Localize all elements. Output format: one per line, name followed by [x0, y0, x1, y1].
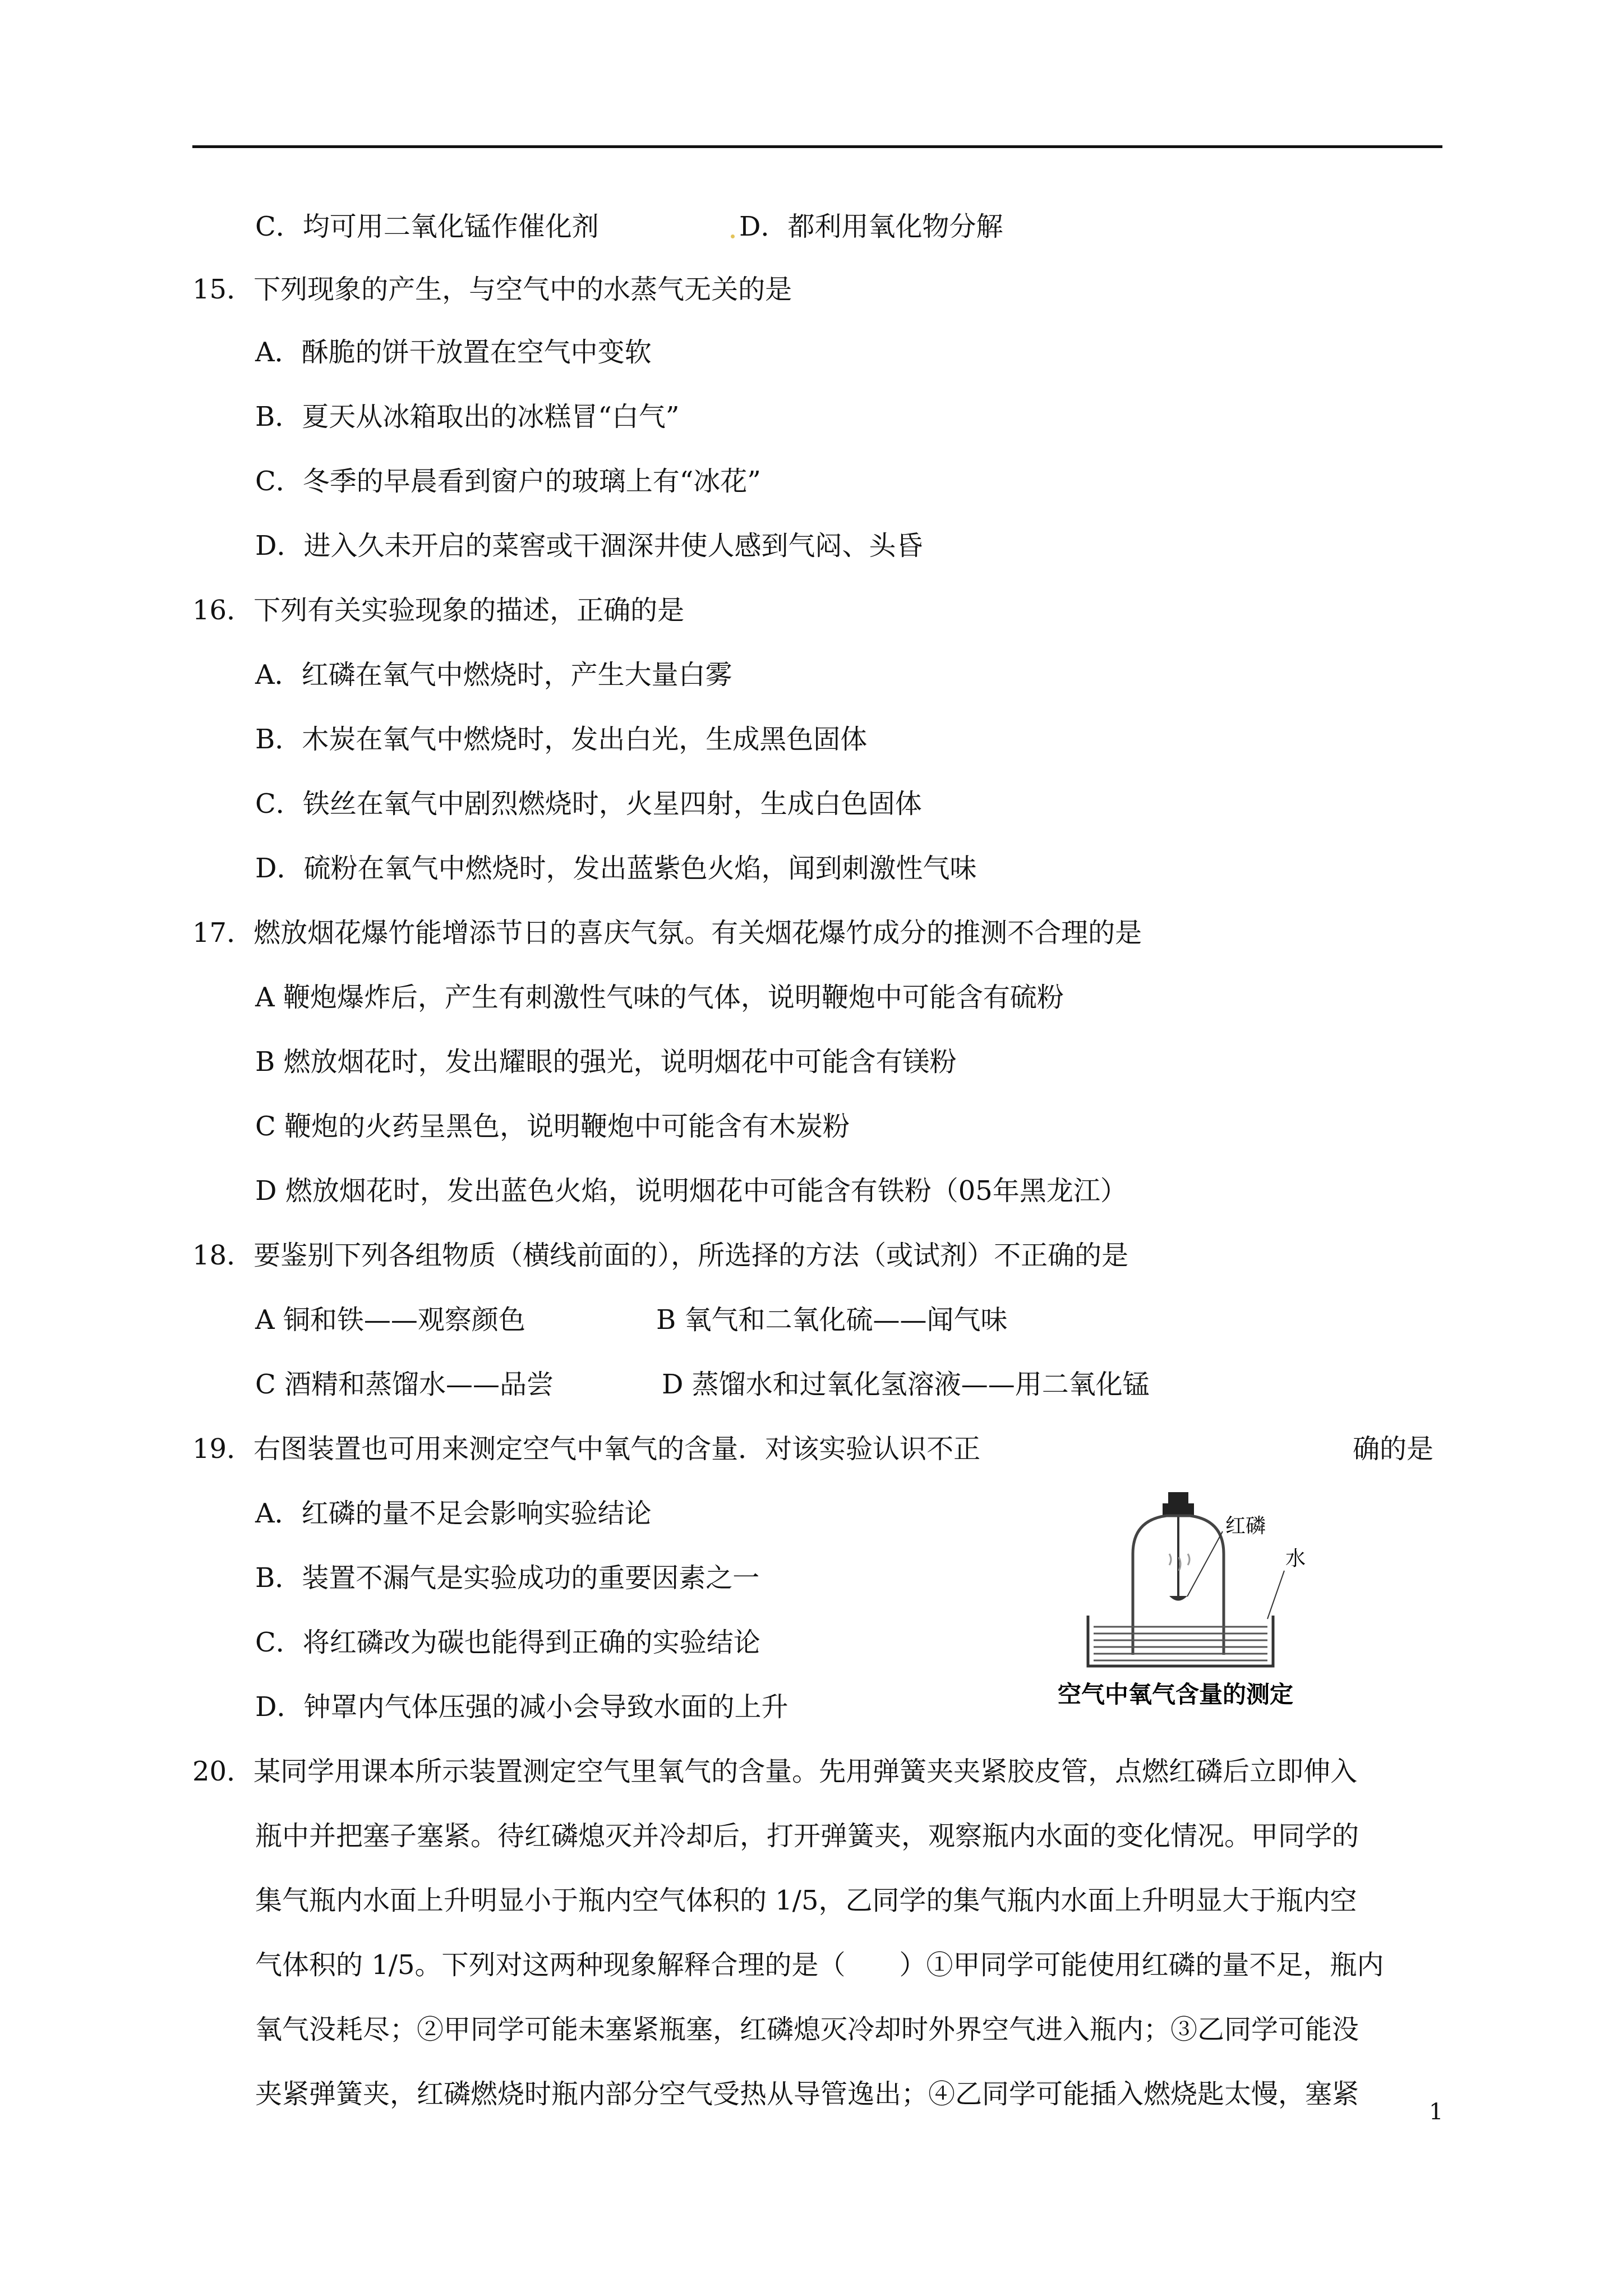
- q16-option-c: C．铁丝在氧气中剧烈燃烧时，火星四射，生成白色固体: [255, 788, 922, 820]
- q14-option-c: C．均可用二氧化锰作催化剂: [255, 211, 599, 242]
- q18-option-b: B 氧气和二氧化硫——闻气味: [656, 1304, 1008, 1336]
- q16-option-d: D．硫粉在氧气中燃烧时，发出蓝紫色火焰，闻到刺激性气味: [255, 853, 977, 884]
- water-lines: [1094, 1627, 1267, 1660]
- q15-option-a: A．酥脆的饼干放置在空气中变软: [255, 337, 652, 368]
- q19-option-b: B．装置不漏气是实验成功的重要因素之一: [255, 1562, 760, 1594]
- q19-option-d: D．钟罩内气体压强的减小会导致水面的上升: [255, 1691, 789, 1723]
- label-water: 水: [1285, 1547, 1306, 1570]
- oxygen-measurement-figure: [1054, 1487, 1335, 1711]
- q20-stem-line-4: 气体积的 1/5。下列对这两种现象解释合理的是（ ）①甲同学可能使用红磷的量不足，瓶内: [255, 1949, 1384, 1981]
- label-phosphorus: 红磷: [1225, 1515, 1266, 1538]
- header-rule: [192, 145, 1442, 148]
- figure-caption: 空气中氧气含量的测定: [1058, 1681, 1294, 1708]
- q15-option-d: D．进入久未开启的菜窖或干涸深井使人感到气闷、头昏: [255, 530, 923, 562]
- q20-stem-line-3: 集气瓶内水面上升明显小于瓶内空气体积的 1/5，乙同学的集气瓶内水面上升明显大于瓶内空: [255, 1885, 1357, 1916]
- q17-option-a: A 鞭炮爆炸后，产生有刺激性气味的气体，说明鞭炮中可能含有硫粉: [255, 982, 1064, 1013]
- page-number: 1: [1429, 2099, 1444, 2125]
- stopper: [1163, 1503, 1194, 1516]
- q15-option-b: B．夏天从冰箱取出的冰糕冒“白气”: [255, 401, 680, 432]
- q18-option-a: A 铜和铁——观察颜色: [255, 1304, 525, 1336]
- q19-stem-end: 确的是: [1353, 1433, 1434, 1465]
- stopper-top: [1168, 1492, 1188, 1504]
- q19-option-c: C．将红磷改为碳也能得到正确的实验结论: [255, 1627, 760, 1658]
- q18-stem: 18．要鉴别下列各组物质（横线前面的），所选择的方法（或试剂）不正确的是: [192, 1240, 1129, 1271]
- label-pointer-water: [1267, 1571, 1284, 1619]
- label-pointer-phosphorus: [1187, 1531, 1223, 1596]
- q16-option-b: B．木炭在氧气中燃烧时，发出白光，生成黑色固体: [255, 724, 868, 755]
- q20-stem-line-6: 夹紧弹簧夹，红磷燃烧时瓶内部分空气受热从导管逸出；④乙同学可能插入燃烧匙太慢，塞紧: [255, 2078, 1359, 2110]
- stray-dot: [731, 234, 735, 238]
- q17-stem: 17．燃放烟花爆竹能增添节日的喜庆气氛。有关烟花爆竹成分的推测不合理的是: [192, 917, 1142, 949]
- q20-stem-line-2: 瓶中并把塞子塞紧。待红磷熄灭并冷却后，打开弹簧夹，观察瓶内水面的变化情况。甲同学的: [255, 1820, 1359, 1852]
- q16-stem: 16．下列有关实验现象的描述，正确的是: [192, 595, 685, 626]
- q20-stem-line-1: 20．某同学用课本所示装置测定空气里氧气的含量。先用弹簧夹夹紧胶皮管，点燃红磷后立即伸入: [192, 1756, 1358, 1787]
- q18-option-c: C 酒精和蒸馏水——品尝: [255, 1369, 554, 1400]
- q17-option-b: B 燃放烟花时，发出耀眼的强光，说明烟花中可能含有镁粉: [255, 1046, 957, 1078]
- q14-option-d: D．都利用氧化物分解: [739, 211, 1003, 242]
- q15-option-c: C．冬季的早晨看到窗户的玻璃上有“冰花”: [255, 466, 761, 497]
- q16-option-a: A．红磷在氧气中燃烧时，产生大量白雾: [255, 659, 732, 691]
- q18-option-d: D 蒸馏水和过氧化氢溶液——用二氧化锰: [662, 1369, 1150, 1400]
- bell-jar-diagram: [1054, 1487, 1335, 1711]
- q17-option-d: D 燃放烟花时，发出蓝色火焰，说明烟花中可能含有铁粉（05年黑龙江）: [255, 1175, 1127, 1207]
- q19-stem: 19．右图装置也可用来测定空气中氧气的含量．对该实验认识不正: [192, 1433, 981, 1465]
- combustion-spoon: [1169, 1596, 1187, 1601]
- q20-stem-line-5: 氧气没耗尽；②甲同学可能未塞紧瓶塞，红磷熄灭冷却时外界空气进入瓶内；③乙同学可能没: [255, 2014, 1359, 2045]
- q19-option-a: A．红磷的量不足会影响实验结论: [255, 1498, 652, 1529]
- q17-option-c: C 鞭炮的火药呈黑色，说明鞭炮中可能含有木炭粉: [255, 1111, 850, 1142]
- q15-stem: 15．下列现象的产生，与空气中的水蒸气无关的是: [192, 274, 792, 305]
